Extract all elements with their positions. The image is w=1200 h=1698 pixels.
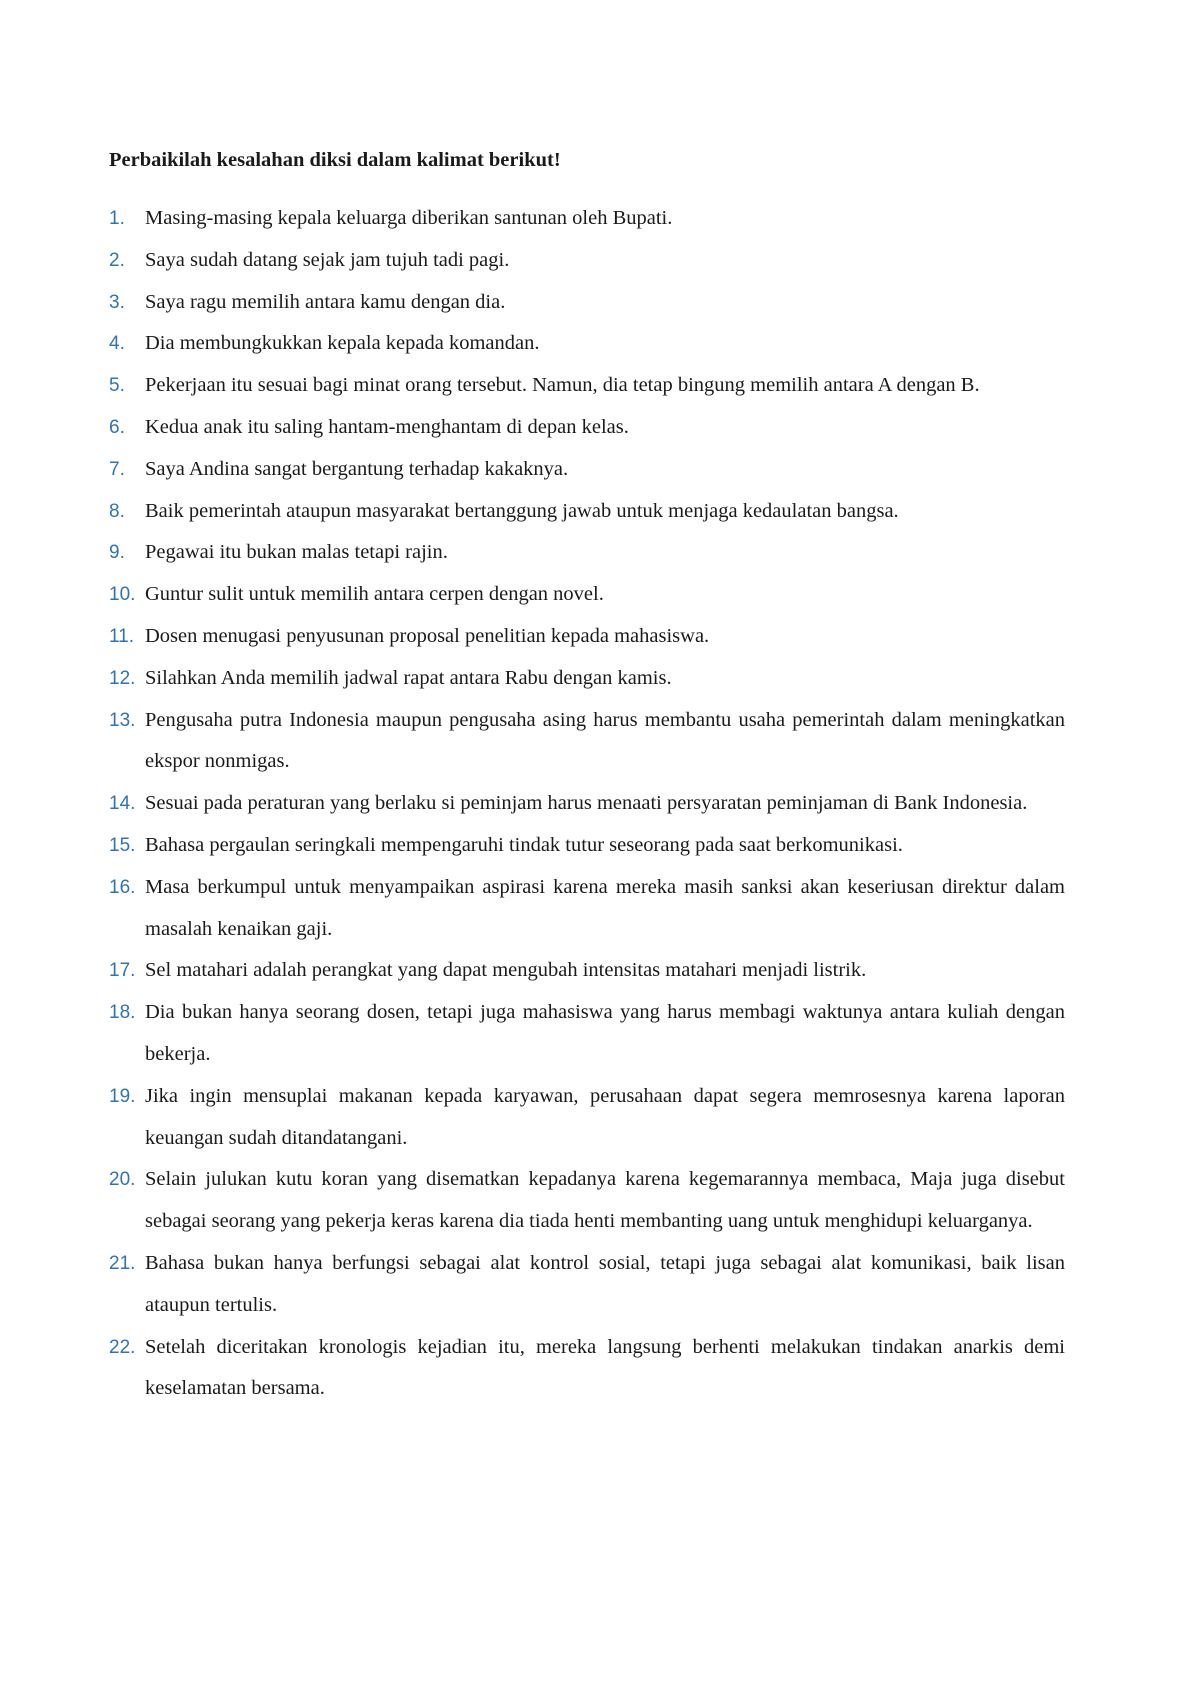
question-list (109, 198, 1065, 1410)
list-number: 6. (109, 416, 125, 438)
list-number: 7. (109, 458, 125, 480)
list-item (109, 449, 1065, 491)
list-item (109, 240, 1065, 282)
list-number: 15. (109, 834, 136, 856)
list-item (109, 1243, 1065, 1327)
list-text: Kedua anak itu saling hantam-menghantam di depan kelas. (145, 415, 629, 438)
list-item (109, 1327, 1065, 1411)
list-item (109, 491, 1065, 533)
list-item (109, 992, 1065, 1076)
list-item (109, 407, 1065, 449)
list-number: 14. (109, 793, 136, 815)
list-item (109, 700, 1065, 784)
list-number: 18. (109, 1002, 136, 1024)
list-text: Jika ingin mensuplai makanan kepada karyawan, perusahaan dapat segera memrosesnya karena laporan keuangan sudah ditandatangani. (145, 1084, 1065, 1149)
list-text: Saya Andina sangat bergantung terhadap kakaknya. (145, 457, 569, 480)
list-text: Sel matahari adalah perangkat yang dapat mengubah intensitas matahari menjadi listrik. (145, 959, 867, 982)
list-number: 13. (109, 709, 136, 731)
list-number: 9. (109, 542, 125, 564)
list-text: Guntur sulit untuk memilih antara cerpen dengan novel. (145, 583, 604, 606)
list-item (109, 783, 1065, 825)
list-number: 22. (109, 1336, 136, 1358)
list-text: Silahkan Anda memilih jadwal rapat antara Rabu dengan kamis. (145, 666, 672, 689)
list-number: 16. (109, 876, 136, 898)
list-item (109, 950, 1065, 992)
list-text: Saya ragu memilih antara kamu dengan dia. (145, 290, 506, 313)
list-text: Bahasa bukan hanya berfungsi sebagai alat kontrol sosial, tetapi juga sebagai alat komunikasi, baik lisan ataupun tertulis. (145, 1251, 1065, 1316)
list-number: 8. (109, 500, 125, 522)
list-number: 11. (109, 625, 135, 647)
list-text: Pengusaha putra Indonesia maupun pengusaha asing harus membantu usaha pemerintah dalam meningkatkan ekspor nonmigas. (145, 708, 1065, 773)
list-item (109, 198, 1065, 240)
list-number: 5. (109, 375, 125, 397)
list-number: 10. (109, 584, 136, 606)
list-number: 19. (109, 1085, 136, 1107)
list-number: 4. (109, 333, 125, 355)
list-item (109, 282, 1065, 324)
list-item (109, 323, 1065, 365)
list-text: Dosen menugasi penyusunan proposal penelitian kepada mahasiswa. (145, 624, 710, 647)
list-number: 17. (109, 960, 136, 982)
list-item (109, 616, 1065, 658)
list-number: 2. (109, 249, 125, 271)
list-text: Dia membungkukkan kepala kepada komandan. (145, 332, 540, 355)
list-number: 21. (109, 1252, 136, 1274)
list-text: Pekerjaan itu sesuai bagi minat orang tersebut. Namun, dia tetap bingung memilih antara A dengan B. (145, 374, 980, 397)
list-item (109, 365, 1065, 407)
list-item (109, 658, 1065, 700)
list-text: Saya sudah datang sejak jam tujuh tadi pagi. (145, 248, 510, 271)
list-text: Baik pemerintah ataupun masyarakat bertanggung jawab untuk menjaga kedaulatan bangsa. (145, 499, 899, 522)
list-item (109, 574, 1065, 616)
list-text: Bahasa pergaulan seringkali mempengaruhi tindak tutur seseorang pada saat berkomunikasi. (145, 833, 903, 856)
list-item (109, 532, 1065, 574)
list-item (109, 825, 1065, 867)
list-number: 20. (109, 1169, 136, 1191)
list-text: Pegawai itu bukan malas tetapi rajin. (145, 541, 448, 564)
list-text: Setelah diceritakan kronologis kejadian itu, mereka langsung berhenti melakukan tindakan anarkis demi keselamatan bersama. (145, 1335, 1065, 1400)
list-item (109, 1159, 1065, 1243)
list-item (109, 1076, 1065, 1160)
instruction-heading: Perbaikilah kesalahan diksi dalam kalimat berikut! (109, 149, 561, 171)
list-item (109, 867, 1065, 951)
list-number: 12. (109, 667, 136, 689)
list-text: Selain julukan kutu koran yang disematkan kepadanya karena kegemarannya membaca, Maja juga disebut sebagai seorang yang pekerja keras karena dia tiada henti membanting uang untuk menghidupi keluarganya. (145, 1168, 1065, 1233)
list-text: Masa berkumpul untuk menyampaikan aspirasi karena mereka masih sanksi akan keseriusan direktur dalam masalah kenaikan gaji. (145, 875, 1065, 940)
list-text: Dia bukan hanya seorang dosen, tetapi juga mahasiswa yang harus membagi waktunya antara kuliah dengan bekerja. (145, 1001, 1065, 1065)
list-text: Sesuai pada peraturan yang berlaku si peminjam harus menaati persyaratan peminjaman di Bank Indonesia. (145, 792, 1028, 815)
list-number: 3. (109, 291, 125, 313)
list-text: Masing-masing kepala keluarga diberikan santunan oleh Bupati. (145, 207, 673, 229)
list-number: 1. (109, 208, 125, 229)
